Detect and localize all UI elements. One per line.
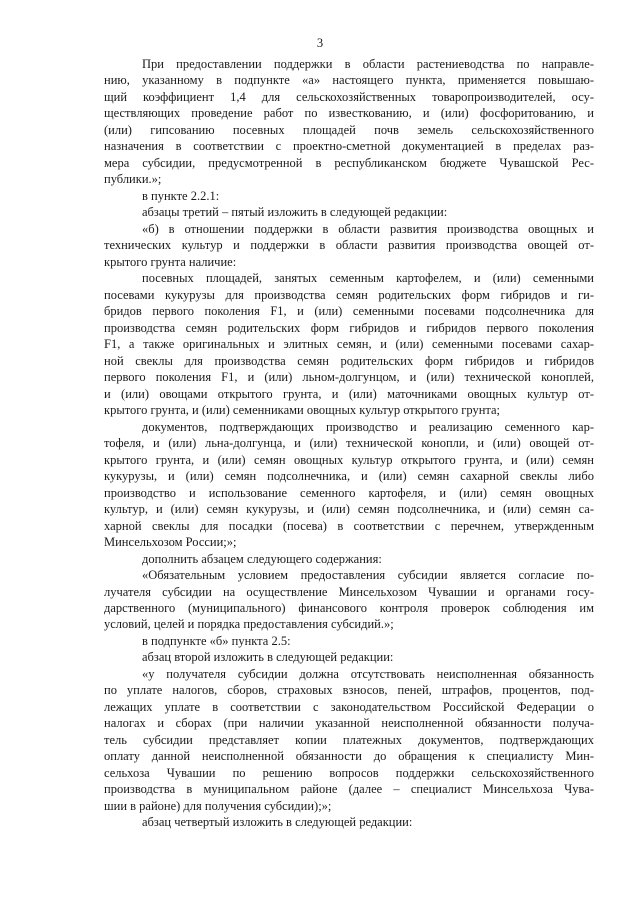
text-line: «у получателя субсидии должна отсутствовать неисполненная обязанность	[142, 666, 594, 681]
page-number: 3	[316, 36, 324, 50]
paragraph	[104, 204, 594, 220]
text-line: и (или) овощами открытого грунта, и (или) маточниками овощных культур от-	[104, 386, 594, 401]
text-line: по уплате налогов, сборов, страховых взносов, пеней, штрафов, процентов, под-	[104, 683, 594, 698]
text-line: нию, указанному в подпункте «а» настоящего пункта, применяется повышаю-	[104, 73, 594, 88]
text-line: назначения в соответствии с проектно-сметной документацией в пределах раз-	[104, 139, 594, 154]
text-line: Минсельхозом России;»;	[104, 535, 237, 550]
text-line: посевных площадей, занятых семенным картофелем, и (или) семенными	[142, 271, 594, 286]
text-line: дарственного (муниципального) финансового контроля проверок соблюдения им	[104, 600, 594, 615]
text-line: харной свеклы для посадки (посева) в соответствии с перечнем, утвержденным	[104, 518, 594, 533]
text-line: в пункте 2.2.1:	[142, 188, 220, 203]
text-line: в подпункте «б» пункта 2.5:	[142, 633, 291, 648]
document-body	[104, 56, 594, 831]
text-line: кукурузы, и (или) семян подсолнечника, и (или) семян сахарной свеклы либо	[104, 469, 594, 484]
text-line: сельхоза Чувашии по решению вопросов поддержки сельскохозяйственного	[104, 765, 594, 780]
paragraph	[104, 56, 594, 188]
text-line: бридов первого поколения F1, и (или) семенными посевами подсолнечника для	[104, 304, 594, 319]
paragraph	[104, 551, 594, 567]
text-line: оплату данной неисполненной обязанности до обращения к специалисту Мин-	[104, 749, 594, 764]
text-line: шии в районе) для получения субсидии);»;	[104, 798, 332, 813]
text-line: производства в муниципальном районе (далее – специалист Минсельхоза Чува-	[104, 782, 594, 797]
text-line: технических культур и поддержки в области развития производства овощей от-	[104, 238, 594, 253]
paragraph	[104, 567, 594, 633]
text-line: производства семян родительских форм гибридов и гибридов первого поколения	[104, 320, 594, 335]
text-line: крытого грунта, и (или) семенниками овощных культур открытого грунта;	[104, 403, 501, 418]
text-line: лучателя субсидии на осуществление Минсельхозом Чувашии и органами госу-	[104, 584, 594, 599]
text-line: крытого грунта, и (или) семян овощных культур открытого грунта, и (или) семян	[104, 452, 594, 467]
paragraph	[104, 419, 594, 551]
text-line: щий коэффициент 1,4 для сельскохозяйственных товаропроизводителей, осу-	[104, 89, 594, 104]
paragraph	[104, 666, 594, 814]
text-line: тофеля, и (или) льна-долгунца, и (или) технической конопли, и (или) овощей от-	[104, 436, 594, 451]
text-line: первого поколения F1, и (или) льном-долгунцом, и (или) технической коноплей,	[104, 370, 594, 385]
text-line: (или) гипсованию посевных площадей почв земель сельскохозяйственного	[104, 122, 594, 137]
text-line: дополнить абзацем следующего содержания:	[142, 551, 382, 566]
paragraph	[104, 221, 594, 270]
text-line: мера субсидии, предусмотренной в республиканском бюджете Чувашской Рес-	[104, 155, 594, 170]
text-line: налогах и сборах (при наличии указанной неисполненной обязанности получа-	[104, 716, 594, 731]
text-line: тель субсидии представляет копии платежных документов, подтверждающих	[104, 732, 594, 747]
paragraph	[104, 814, 594, 830]
text-line: «б) в отношении поддержки в области развития производства овощных и	[142, 221, 594, 236]
text-line: лежащих уплате в соответствии с законодательством Российской Федерации о	[104, 699, 594, 714]
text-line: ной свеклы для производства семян родительских форм гибридов и гибридов	[104, 353, 594, 368]
text-line: публики.»;	[104, 172, 162, 187]
text-line: При предоставлении поддержки в области растениеводства по направле-	[142, 57, 594, 71]
text-line: крытого грунта наличие:	[104, 254, 237, 269]
text-line: «Обязательным условием предоставления субсидии является согласие по-	[142, 568, 594, 583]
text-line: абзацы третий – пятый изложить в следующей редакции:	[142, 205, 448, 220]
paragraph	[104, 188, 594, 204]
text-line: абзац четвертый изложить в следующей редакции:	[142, 815, 413, 830]
text-line: посевами кукурузы для производства семян родительских форм гибридов и ги-	[104, 287, 594, 302]
text-line: ществляющих проведение работ по известкованию, и (или) фосфоритованию, и	[104, 106, 594, 121]
paragraph	[104, 270, 594, 418]
paragraph	[104, 633, 594, 649]
paragraph	[104, 649, 594, 665]
text-line: культур, и (или) семян кукурузы, и (или) семян подсолнечника, и (или) семян са-	[104, 502, 594, 517]
text-line: F1, а также оригинальных и элитных семян, и (или) семенными посевами сахар-	[104, 337, 594, 352]
text-line: условий, целей и порядка предоставления субсидий.»;	[104, 617, 394, 632]
text-line: производство и использование семенного картофеля, и (или) семян овощных	[104, 485, 594, 500]
text-line: документов, подтверждающих производство и реализацию семенного кар-	[142, 419, 594, 434]
text-line: абзац второй изложить в следующей редакции:	[142, 650, 394, 665]
